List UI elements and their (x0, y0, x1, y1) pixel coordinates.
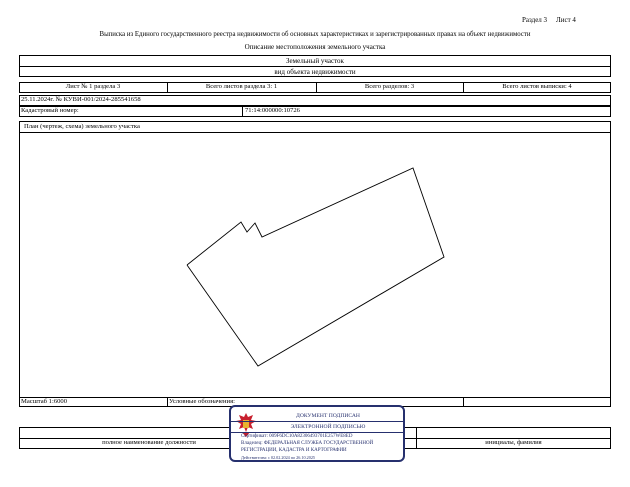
cadastral-number: 71:14:000000:10726 (245, 107, 300, 114)
document-subtitle: Описание местоположения земельного участка (244, 43, 386, 51)
divider (19, 397, 611, 398)
total-sections: Всего разделов: 3 (364, 83, 415, 90)
stamp-line1: ДОКУМЕНТ ПОДПИСАН (296, 413, 360, 419)
stamp-line2: ЭЛЕКТРОННОЙ ПОДПИСЬЮ (290, 424, 366, 430)
stamp-certificate: Сертификат: 009F6DC10A82306493701E257WE8ED (241, 434, 353, 439)
divider (167, 397, 168, 407)
scale-label: Масштаб 1:6000 (21, 398, 68, 405)
electronic-signature-stamp (229, 405, 405, 462)
legend-label: Условные обозначения: (169, 398, 235, 405)
document-title: Выписка из Единого государственного реестра недвижимости об основных характеристиках и зарегистрированных правах на объект недвижимости (99, 31, 531, 38)
object-type: Земельный участок (286, 57, 344, 65)
total-sheets-section: Всего листов раздела 3: 1 (205, 83, 278, 90)
plan-title: План (чертеж, схема) земельного участка (24, 123, 140, 130)
name-caption: инициалы, фамилия (485, 439, 542, 446)
total-sheets: Всего листов выписки: 4 (502, 83, 572, 90)
stamp-owner: Владелец: ФЕДЕРАЛЬНАЯ СЛУЖБА ГОСУДАРСТВЕННОЙ (241, 441, 374, 446)
stamp-validity: Действителен: с 02.02.2024 по 26.10.2025 (241, 455, 316, 460)
stamp-divider (231, 421, 403, 422)
section-number: Раздел 3 (522, 16, 548, 24)
object-type-caption: вид объекта недвижимости (274, 68, 356, 76)
stamp-owner-continued: РЕГИСТРАЦИИ, КАДАСТРА И КАРТОГРАФИИ (241, 448, 347, 453)
sheet-of-section: Лист № 1 раздела 3 (65, 83, 121, 90)
position-caption: полное наименование должности (102, 439, 196, 446)
date-number: 25.11.2024г. № КУВИ-001/2024-285541658 (21, 96, 141, 103)
sheet-number: Лист 4 (556, 16, 576, 24)
stamp-divider (231, 432, 403, 433)
cadastral-label: Кадастровый номер: (21, 107, 79, 114)
divider (463, 397, 464, 407)
